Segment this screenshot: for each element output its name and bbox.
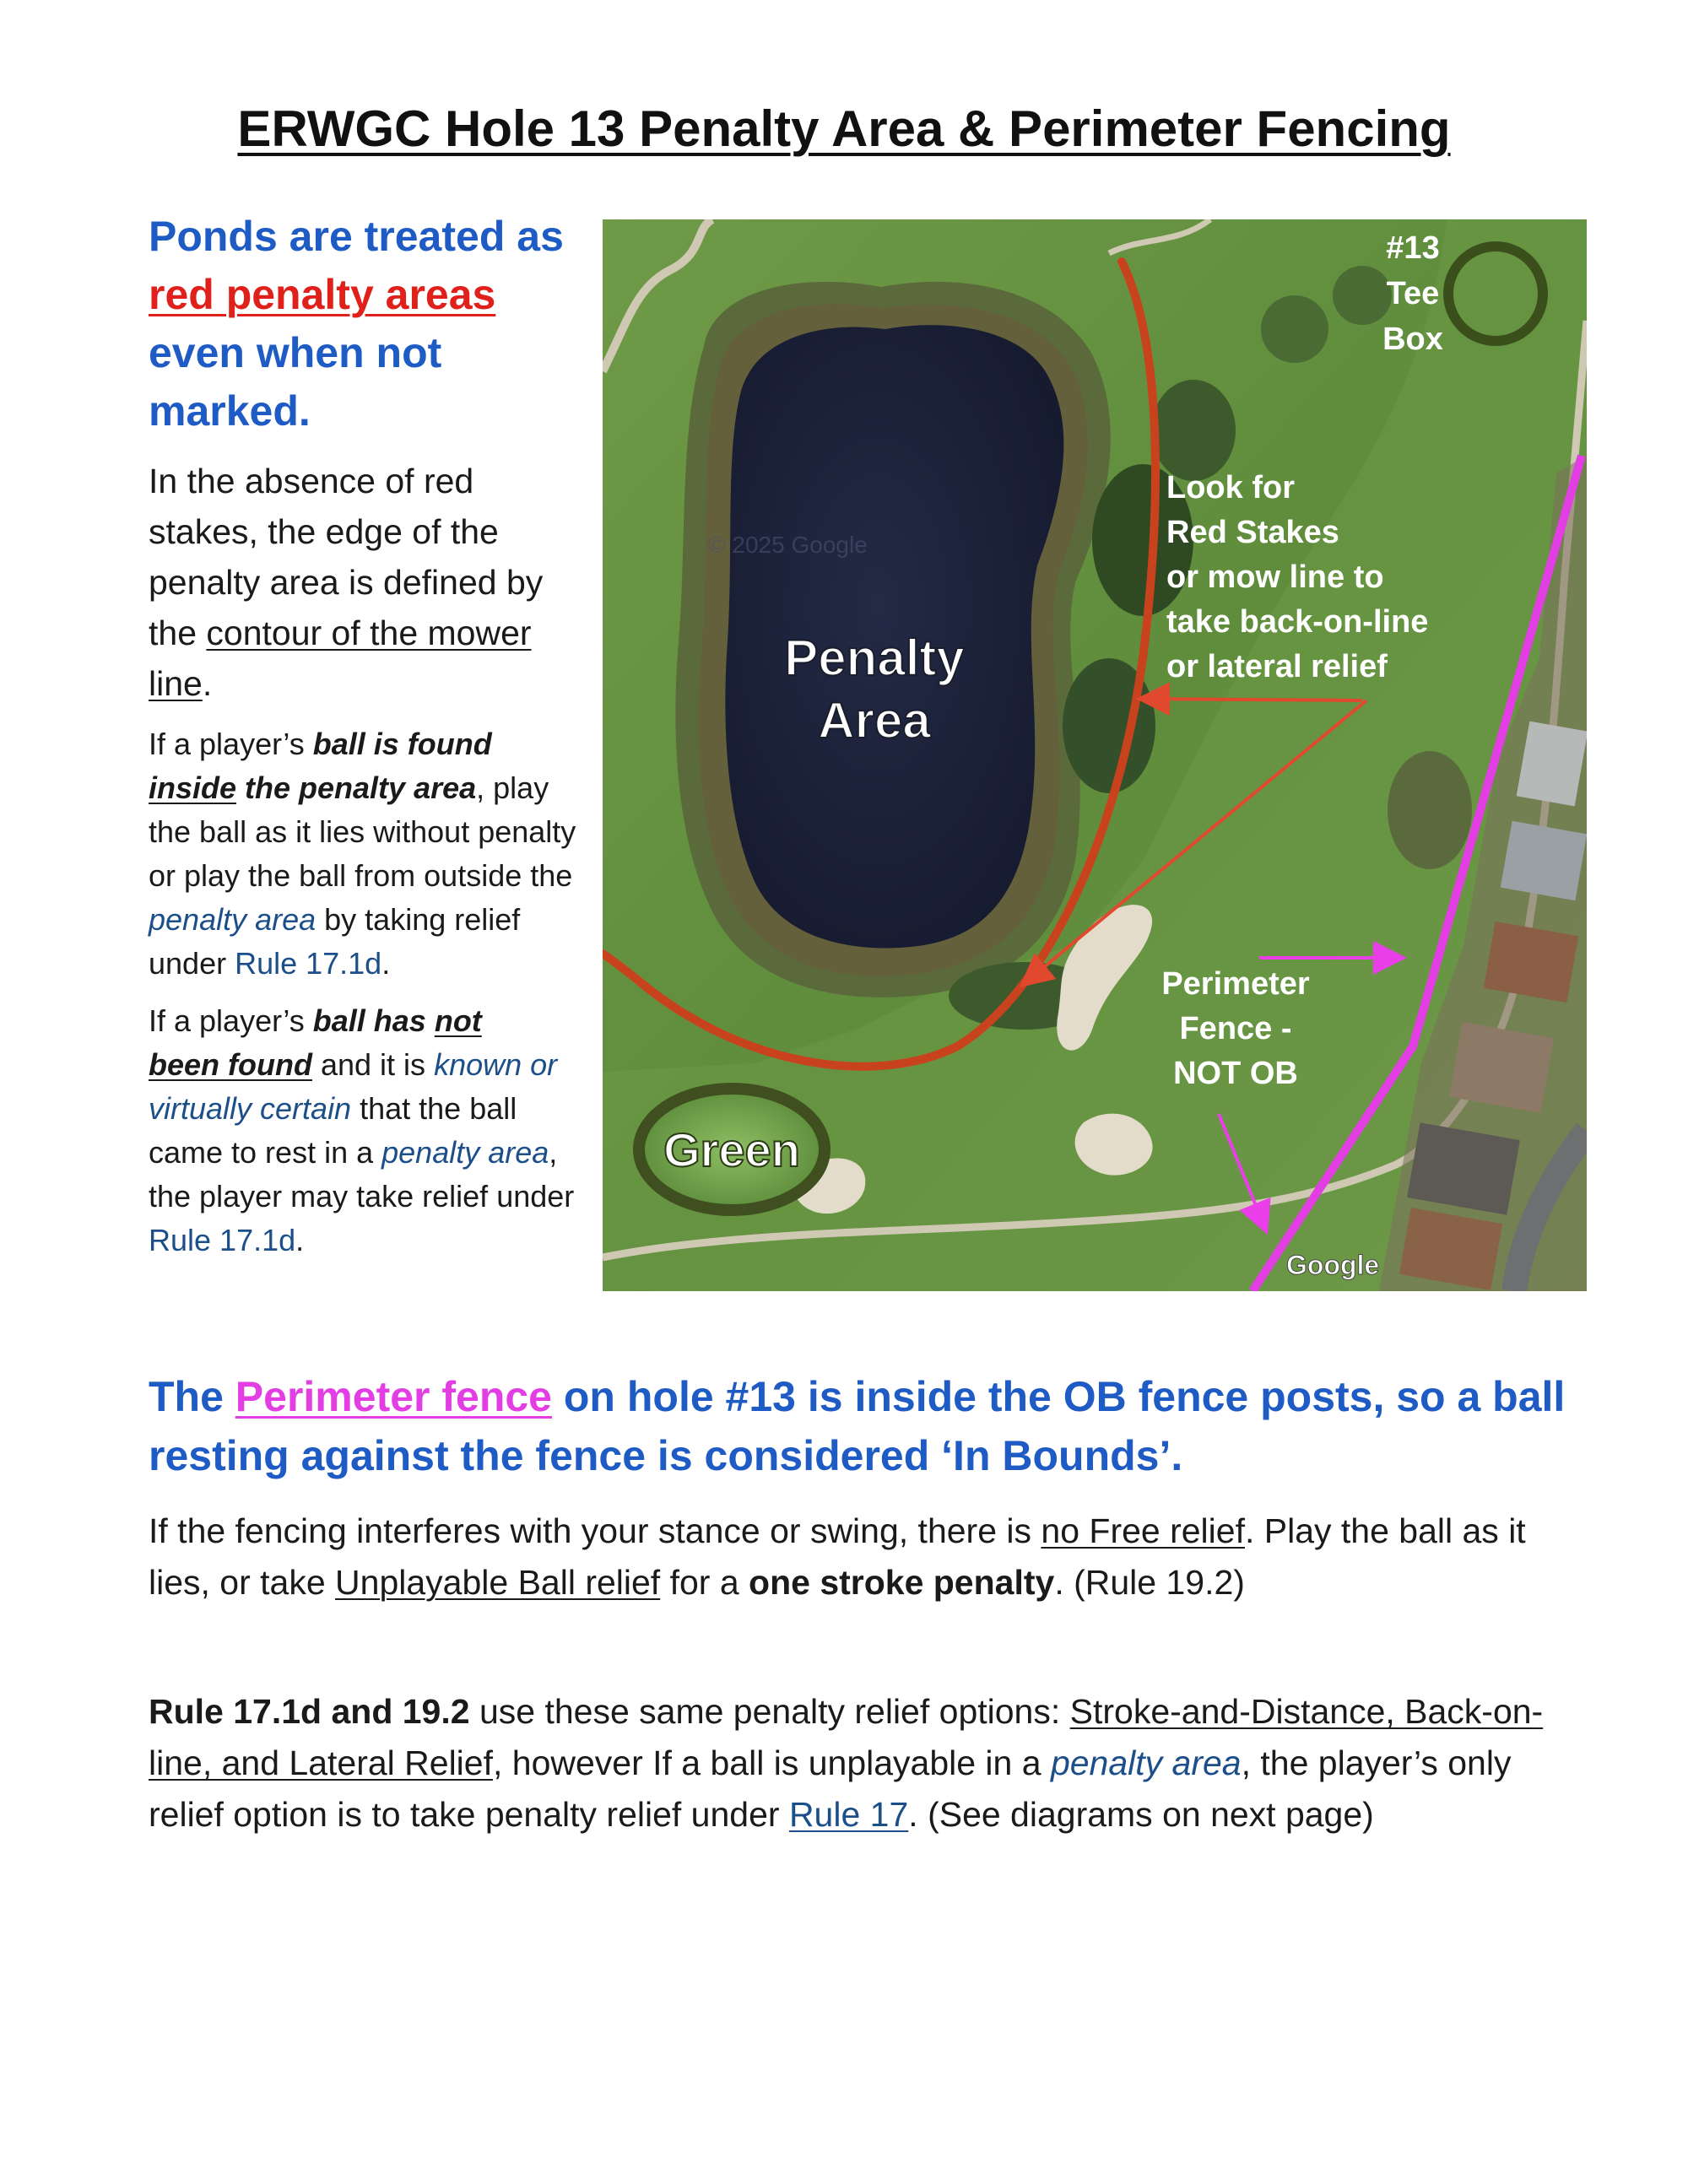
penalty-area-link[interactable]: penalty area bbox=[149, 902, 316, 937]
page-title: ERWGC Hole 13 Penalty Area & Perimeter Fencing bbox=[237, 100, 1451, 157]
rule-17-1d-link-2[interactable]: Rule 17.1d bbox=[149, 1223, 296, 1257]
fence-paragraph: If the fencing interferes with your stance or swing, there is no Free relief. Play the ball as it lies, or take Unplayable Ball relief for a one stroke penalty. (Rule 19.2) bbox=[149, 1511, 1526, 1602]
relief-options-paragraph: Rule 17.1d and 19.2 use these same penalty relief options: Stroke-and-Distance, Back-on-line, and Lateral Relief, however If a ball is unplayable in a penalty area, the player’s only relief option is to take penalty relief under Rule 17. (See diagrams on next page) bbox=[149, 1692, 1544, 1834]
look-label-1: Look for bbox=[1166, 470, 1295, 505]
tee-label-3: Box bbox=[1382, 322, 1443, 357]
look-label-3: or mow line to bbox=[1166, 560, 1384, 595]
contour-text: contour of the mower line bbox=[149, 614, 532, 703]
fence-label-2: Fence - bbox=[1179, 1011, 1292, 1046]
ponds-heading: Ponds are treated as red penalty areas even when not marked. bbox=[149, 213, 564, 435]
perimeter-fence-text: Perimeter fence bbox=[235, 1373, 552, 1420]
penalty-area-link-2[interactable]: penalty area bbox=[381, 1135, 549, 1170]
fence-label-3: NOT OB bbox=[1173, 1056, 1298, 1091]
penalty-label-2: Area bbox=[818, 692, 931, 749]
look-label-4: take back-on-line bbox=[1166, 604, 1429, 640]
look-label-2: Red Stakes bbox=[1166, 515, 1339, 550]
rule-17-1d-link[interactable]: Rule 17.1d bbox=[235, 946, 382, 981]
mower-line-paragraph: In the absence of red stakes, the edge of the penalty area is defined by the contour of the mower line. bbox=[149, 462, 544, 703]
google-logo: Google bbox=[1286, 1250, 1380, 1280]
arrow-to-line bbox=[1143, 699, 1362, 700]
green-label: Green bbox=[663, 1123, 800, 1176]
look-label-5: or lateral relief bbox=[1166, 649, 1388, 684]
map-watermark: © 2025 Google bbox=[708, 532, 868, 558]
ball-found-paragraph: If a player’s ball is found inside the penalty area, play the ball as it lies without penalty or play the ball from outside the penalty area by taking relief under Rule 17.1d. bbox=[149, 727, 576, 981]
penalty-label-1: Penalty bbox=[784, 630, 965, 686]
known-certain-link[interactable]: known or virtually certain bbox=[149, 1047, 558, 1126]
tee-label-2: Tee bbox=[1386, 276, 1440, 311]
fence-label-1: Perimeter bbox=[1161, 966, 1310, 1002]
fence-heading: The Perimeter fence on hole #13 is inside the OB fence posts, so a ball resting against the fence is considered ‘In Bounds’. bbox=[149, 1373, 1566, 1479]
fence-section bbox=[149, 1367, 1583, 1841]
rule-17-link[interactable]: Rule 17 bbox=[788, 1795, 909, 1834]
left-column bbox=[149, 208, 587, 1262]
tee-label-1: #13 bbox=[1386, 230, 1440, 266]
ball-not-found-paragraph: If a player’s ball has not been found and it is known or virtually certain that the ball came to rest in a penalty area, the player may take relief under Rule 17.1d. bbox=[149, 1003, 575, 1257]
aerial-map-svg bbox=[603, 219, 1587, 1291]
aerial-map bbox=[603, 219, 1587, 1291]
penalty-area-link-3[interactable]: penalty area bbox=[1050, 1743, 1242, 1782]
red-penalty-areas-text: red penalty areas bbox=[149, 271, 496, 318]
